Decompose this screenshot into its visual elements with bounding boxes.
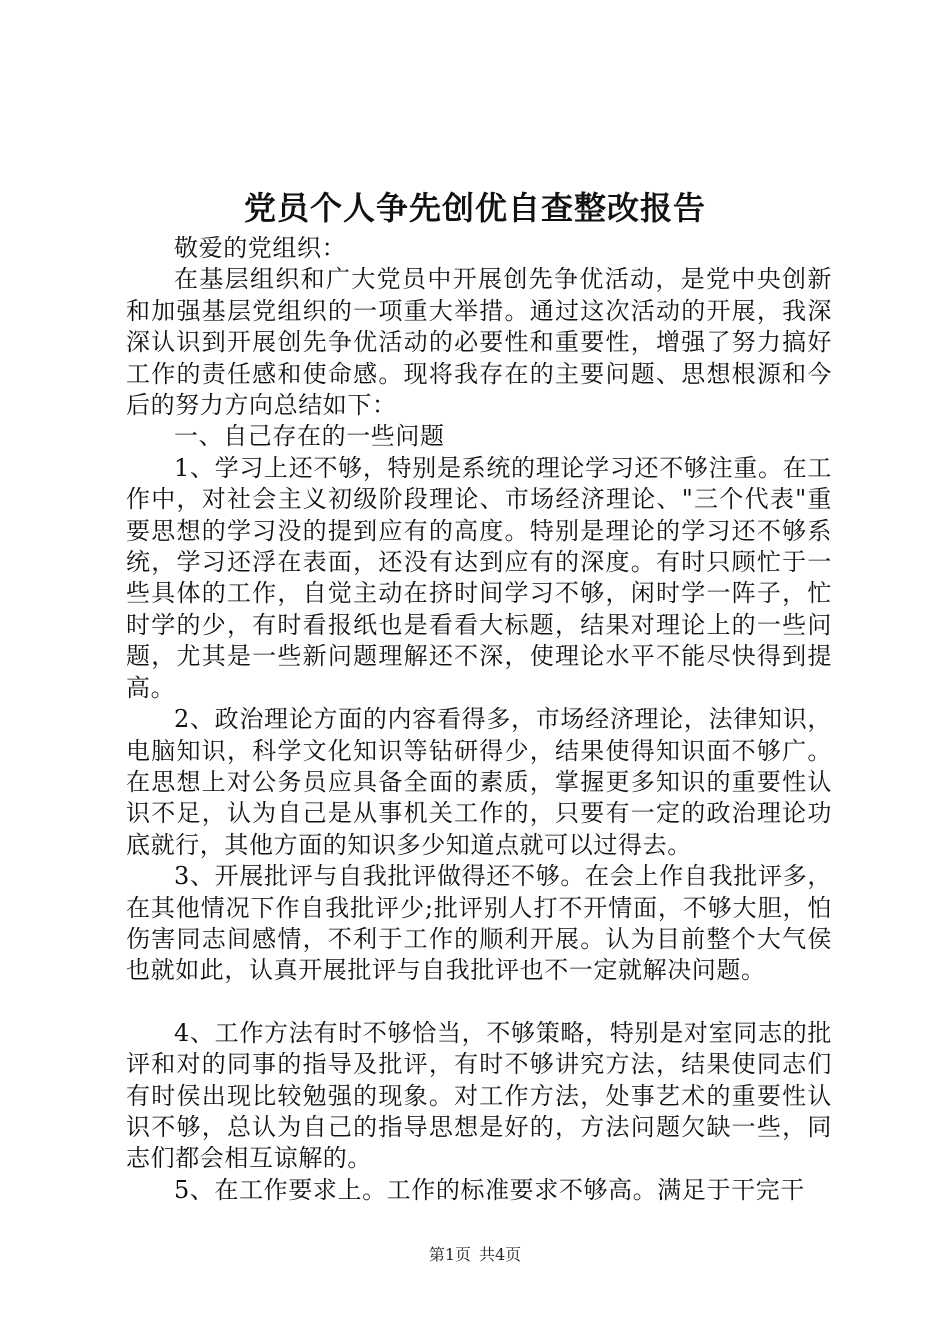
document-body — [126, 233, 832, 1206]
paragraph-item-4: 4、工作方法有时不够恰当，不够策略，特别是对室同志的批评和对的同事的指导及批评，有时不够讲究方法，结果使同志们有时侯出现比较勉强的现象。对工作方法，处事艺术的重要性认识不够，总认为自己的指导思想是好的，方法问题欠缺一些，同志们都会相互谅解的。 — [126, 1018, 832, 1173]
paragraph-item-2: 2、政治理论方面的内容看得多，市场经济理论，法律知识，电脑知识，科学文化知识等钻研得少，结果使得知识面不够广。在思想上对公务员应具备全面的素质，掌握更多知识的重要性认识不足，认为自己是从事机关工作的，只要有一定的政治理论功底就行，其他方面的知识多少知道点就可以过得去。 — [126, 705, 832, 859]
page-number-total: 共4页 — [479, 1245, 522, 1264]
document-title: 党员个人争先创优自查整改报告 — [243, 189, 706, 227]
paragraph-item-3: 3、开展批评与自我批评做得还不够。在会上作自我批评多，在其他情况下作自我批评少;批评别人打不开情面，不够大胆，怕伤害同志间感情，不利于工作的顺利开展。认为目前整个大气侯也就如此，认真开展批评与自我批评也不一定就解决问题。 — [126, 862, 832, 985]
paragraph-intro: 在基层组织和广大党员中开展创先争优活动，是党中央创新和加强基层党组织的一项重大举措。通过这次活动的开展，我深深认识到开展创先争优活动的必要性和重要性，增强了努力搞好工作的责任感和使命感。现将我存在的主要问题、思想根源和今后的努力方向总结如下： — [126, 265, 832, 420]
page-number-current: 第1页 — [428, 1245, 471, 1264]
section-heading-problems: 一、自己存在的一些问题 — [174, 422, 445, 451]
paragraph-item-1: 1、学习上还不够，特别是系统的理论学习还不够注重。在工作中，对社会主义初级阶段理论、市场经济理论、"三个代表"重要思想的学习没的提到应有的高度。特别是理论的学习还不够系统，学习还浮在表面，还没有达到应有的深度。有时只顾忙于一些具体的工作，自觉主动在挤时间学习不够，闲时学一阵子，忙时学的少，有时看报纸也是看看大标题，结果对理论上的一些问题，尤其是一些新问题理解还不深，使理论水平不能尽快得到提高。 — [126, 453, 832, 702]
salutation: 敬爱的党组织： — [174, 234, 347, 262]
page-footer — [0, 1244, 950, 1266]
paragraph-item-5: 5、在工作要求上。工作的标准要求不够高。满足于干完干 — [174, 1175, 805, 1204]
